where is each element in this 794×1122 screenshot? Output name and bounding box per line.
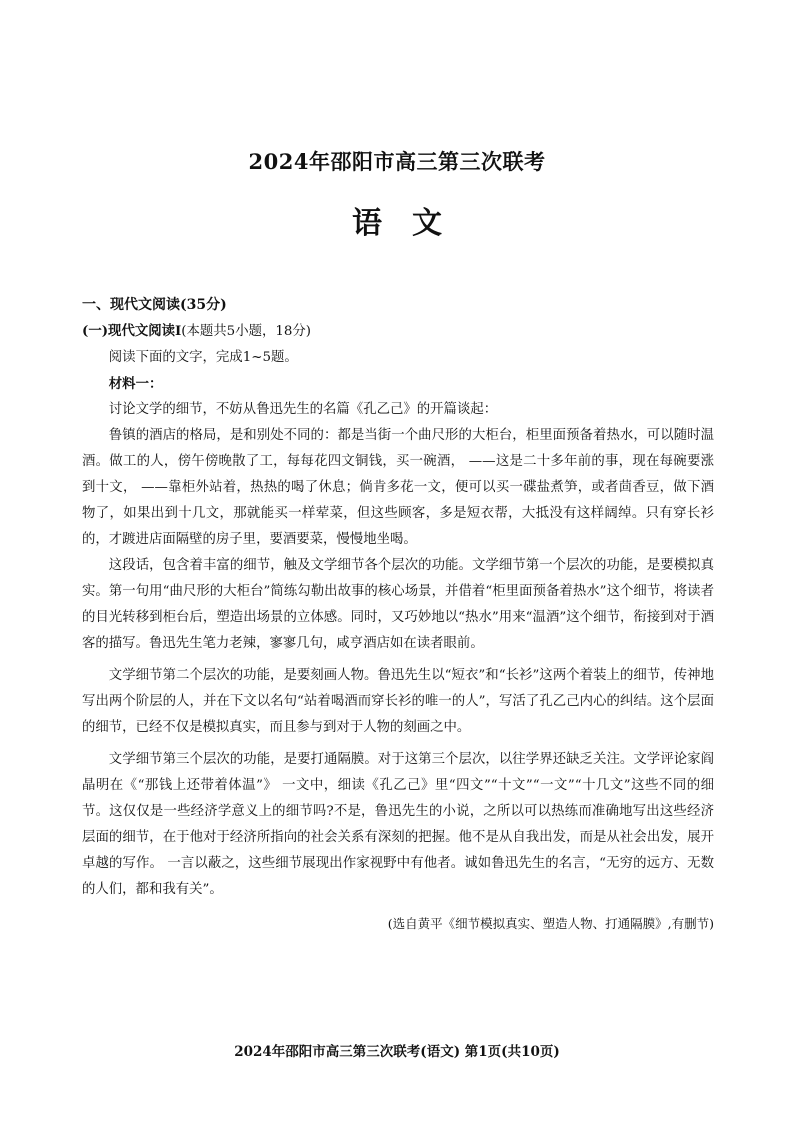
exam-title: 2024年邵阳市高三第三次联考 [248, 149, 546, 174]
reading-section [82, 292, 714, 937]
paragraph-analysis-3: 文学细节第三个层次的功能，是要打通隔膜。对于这第三个层次，以往学界还缺乏关注。文学评论家阎晶明在《“那钱上还带着体温”》 一文中，细读《孔乙己》里“四文”“十文”“一文”“十几文”这些不同的细节。这仅仅是一些经济学意义上的细节吗?不是，鲁迅先生的小说，之所以可以热练而准确地写出这些经济层面的细节，在于他对于经济所指向的社会关系有深刻的把握。他不是从自我出发，而是从社会出发，展开卓越的写作。 一言以蔽之，这些细节展现出作家视野中有他者。诚如鲁迅先生的名言，“无穷的远方、无数的人们，都和我有关”。 [82, 752, 714, 897]
page-footer: 2024年邵阳市高三第三次联考(语文) 第1页(共10页) [234, 1044, 560, 1060]
instruction-text: 阅读下面的文字，完成1~5题。 [108, 350, 298, 365]
subsection-title: (一)现代文阅读Ⅰ [82, 323, 182, 339]
source-citation: (选自黄平《细节模拟真实、塑造人物、打通隔膜》,有删节) [387, 916, 714, 931]
paragraph-analysis-2: 文学细节第二个层次的功能，是要刻画人物。鲁迅先生以“短衣”和“长衫”这两个着装上的细节，传神地写出两个阶层的人，并在下文以名句“站着喝酒而穿长衫的唯一的人”，写活了孔乙己内心的纠结。这个层面的细节，已经不仅是模拟真实，而且参与到对于人物的刻画之中。 [82, 668, 714, 735]
subsection-note: (本题共5小题，18分) [181, 324, 312, 339]
paragraph-quote: 鲁镇的酒店的格局，是和别处不同的：都是当街一个曲尺形的大柜台，柜里面预备着热水，可以随时温酒。做工的人，傍午傍晚散了工，每每花四文铜钱，买一碗酒， ——这是二十多年前的事，现在每碗要涨到十文， ——靠柜外站着，热热的喝了休息；倘肯多花一文，便可以买一碟盐煮笋，或者茴香豆，做下酒物了，如果出到十几文，那就能买一样荤菜，但这些顾客，多是短衣帮，大抵没有这样阔绰。只有穿长衫的，才踱进店面隔壁的房子里，要酒要菜，慢慢地坐喝。 [82, 428, 714, 547]
section-heading: 一、现代文阅读(35分) [82, 297, 227, 313]
paragraph-analysis-1: 这段话，包含着丰富的细节，触及文学细节各个层次的功能。文学细节第一个层次的功能，是要模拟真实。第一句用“曲尺形的大柜台”简练勾勒出故事的核心场景，并借着“柜里面预备着热水”这个细节，将读者的目光转移到柜台后，塑造出场景的立体感。同时，又巧妙地以“热水”用来“温酒”这个细节，衔接到对于酒客的描写。鲁迅先生笔力老辣，寥寥几句，咸亨酒店如在读者眼前。 [82, 558, 714, 651]
paragraph-intro: 讨论文学的细节，不妨从鲁迅先生的名篇《孔乙己》的开篇谈起： [108, 402, 498, 417]
material-label: 材料一： [108, 376, 163, 392]
subject-title: 语文 [352, 206, 472, 241]
subsection-heading [82, 318, 714, 345]
